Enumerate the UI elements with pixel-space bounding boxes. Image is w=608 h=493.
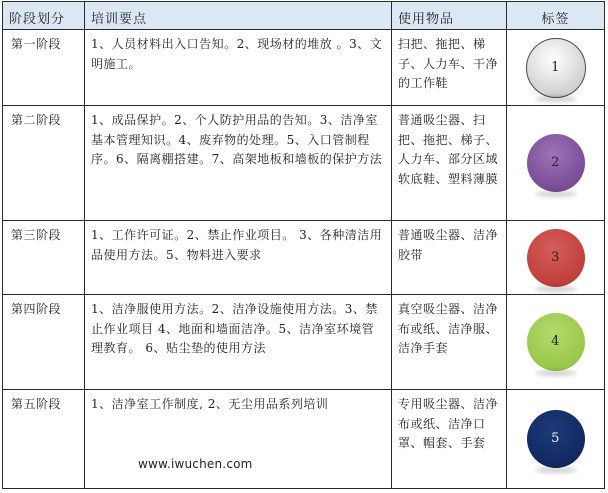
- table-row: [3, 295, 605, 390]
- tag-cell: [507, 106, 605, 221]
- table-row: [3, 221, 605, 295]
- points-cell: 1、人员材料出入口告知。2、现场材的堆放 。3、文明施工。: [85, 30, 392, 106]
- stage-badge-1: 1: [526, 38, 586, 98]
- points-cell: 1、洁净室工作制度, 2、无尘用品系列培训: [85, 390, 392, 489]
- points-cell: 1、工作许可证。2、禁止作业项目。 3、各种清洁用品使用方法。5、物料进入要求: [85, 221, 392, 295]
- stage-badge-3: 3: [527, 229, 585, 287]
- points-cell: 1、洁净服使用方法。2、洁净设施使用方法。3、禁止作业项目 4、地面和墙面洁净。5、洁净室环境管理教育。 6、贴尘垫的使用方法: [85, 295, 392, 390]
- table-row: [3, 106, 605, 221]
- watermark-text: www.iwuchen.com: [138, 457, 253, 471]
- stage-cell: 第四阶段: [3, 295, 85, 390]
- header-row: [3, 2, 605, 30]
- items-cell: 专用吸尘器、洁净布或纸、洁净口罩、帽套、手套: [392, 390, 507, 489]
- tag-cell: [507, 221, 605, 295]
- stage-cell: 第一阶段: [3, 30, 85, 106]
- tag-cell: [507, 295, 605, 390]
- stage-cell: 第二阶段: [3, 106, 85, 221]
- stage-cell: 第五阶段: [3, 390, 85, 489]
- items-cell: 普通吸尘器、扫把、拖把、梯子、人力车、部分区域软底鞋、塑料薄膜: [392, 106, 507, 221]
- header-items: 使用物品: [392, 2, 507, 30]
- tag-cell: [507, 30, 605, 106]
- stage-cell: 第三阶段: [3, 221, 85, 295]
- items-cell: 真空吸尘器、洁净布或纸、洁净服、洁净手套: [392, 295, 507, 390]
- stage-badge-2: 2: [527, 134, 585, 192]
- stage-badge-4: 4: [527, 313, 585, 371]
- points-cell: 1、成品保护。2、个人防护用品的告知。3、洁净室基本管理知识。4、废弃物的处理。5、入口管制程序。6、隔离棚搭建。7、高架地板和墙板的保护方法: [85, 106, 392, 221]
- header-tag: 标签: [507, 2, 605, 30]
- header-points: 培训要点: [85, 2, 392, 30]
- stage-badge-5: 5: [527, 410, 585, 468]
- items-cell: 扫把、拖把、梯子、人力车、干净的工作鞋: [392, 30, 507, 106]
- tag-cell: [507, 390, 605, 489]
- items-cell: 普通吸尘器、洁净胶带: [392, 221, 507, 295]
- table-row: [3, 390, 605, 489]
- table-row: [3, 30, 605, 106]
- training-stage-table: [2, 1, 605, 489]
- header-stage: 阶段划分: [3, 2, 85, 30]
